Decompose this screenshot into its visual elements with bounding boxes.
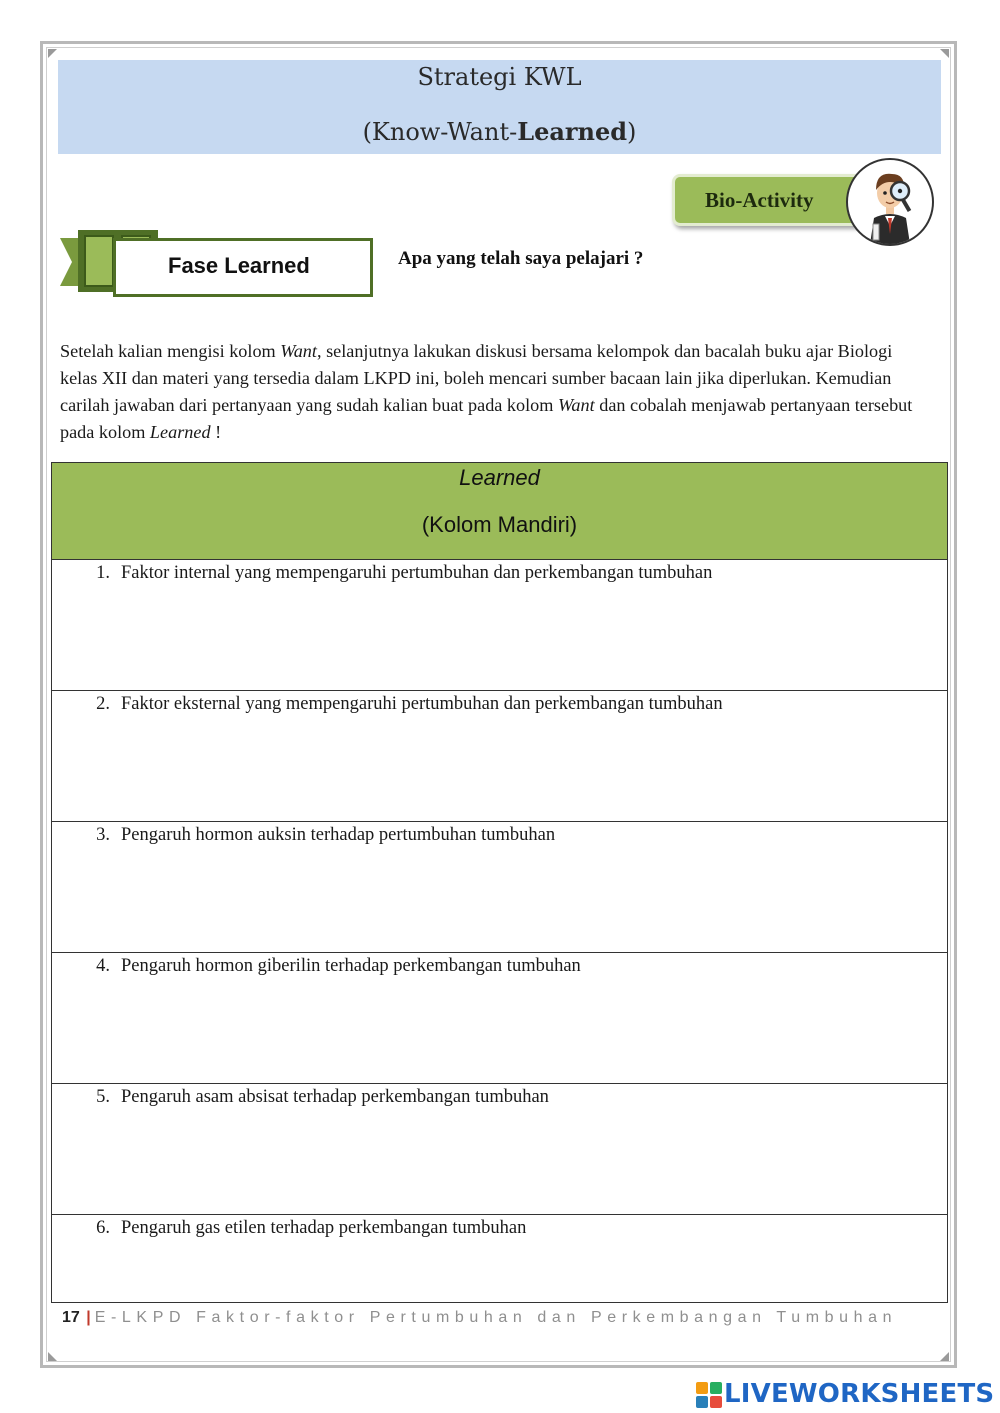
row-prompt: Faktor eksternal yang mempengaruhi pertumbuhan dan perkembangan tumbuhan <box>121 694 723 714</box>
intro-part-3: dan cobalah menjawab pertanyaan tersebut pada kolom <box>60 395 913 442</box>
row-prompt: Pengaruh gas etilen terhadap perkembangan tumbuhan <box>121 1218 527 1238</box>
page-title: Strategi KWL <box>417 63 582 91</box>
row-prompt: Pengaruh hormon giberilin terhadap perkembangan tumbuhan <box>121 956 581 976</box>
table-row[interactable] <box>52 1215 947 1303</box>
corner-ornament-bottom-right <box>940 1352 949 1361</box>
row-prompt: Pengaruh asam absisat terhadap perkembangan tumbuhan <box>121 1087 549 1107</box>
learned-table-header <box>52 463 947 560</box>
subtitle-bold: Learned <box>517 117 628 146</box>
row-number: 2. <box>96 694 110 714</box>
corner-ornament-top-right <box>940 49 949 58</box>
row-prompt: Pengaruh hormon auksin terhadap pertumbuhan tumbuhan <box>121 825 556 845</box>
row-number: 3. <box>96 825 110 845</box>
bio-activity-label: Bio-Activity <box>705 188 814 212</box>
footer-separator: | <box>86 1309 91 1326</box>
row-number: 5. <box>96 1087 110 1107</box>
table-row[interactable] <box>52 1084 947 1215</box>
title-band <box>58 60 941 154</box>
subtitle-prefix: (Know-Want- <box>362 118 518 146</box>
liveworksheets-logo-icon <box>696 1382 722 1408</box>
learned-table <box>51 462 948 1303</box>
page-footer <box>62 1309 897 1327</box>
intro-want-2: Want <box>557 395 595 415</box>
bio-activity-badge <box>672 174 862 226</box>
intro-part-1: Setelah kalian mengisi kolom <box>60 341 281 361</box>
table-header-subtitle: (Kolom Mandiri) <box>421 512 578 537</box>
intro-want-1: Want <box>280 341 317 361</box>
footer-text: E-LKPD Faktor-faktor Pertumbuhan dan Perkembangan Tumbuhan <box>94 1309 898 1326</box>
phase-question: Apa yang telah saya pelajari ? <box>398 248 644 269</box>
table-header-title: Learned <box>459 465 540 490</box>
table-row[interactable] <box>52 691 947 822</box>
row-prompt: Faktor internal yang mempengaruhi pertumbuhan dan perkembangan tumbuhan <box>121 563 713 583</box>
page-subtitle <box>58 117 941 146</box>
corner-ornament-bottom-left <box>48 1352 57 1361</box>
intro-paragraph <box>60 338 930 446</box>
phase-label-box <box>113 238 373 297</box>
table-row[interactable] <box>52 822 947 953</box>
intro-part-4: ! <box>210 422 222 442</box>
corner-ornament-top-left <box>48 49 57 58</box>
phase-label: Fase Learned <box>168 253 310 278</box>
table-row[interactable] <box>52 953 947 1084</box>
row-number: 6. <box>96 1218 110 1238</box>
page-number: 17 <box>62 1309 80 1326</box>
intro-part-2: , selanjutnya lakukan diskusi bersama kelompok dan bacalah buku ajar Biologi kelas XII dan materi yang tersedia dalam LKPD ini, boleh mencari sumber bacaan lain jika diperlukan. Kemudian carilah jawaban dari pertanyaan yang sudah kalian buat pada kolom <box>60 341 893 415</box>
row-number: 1. <box>96 563 110 583</box>
watermark-text: LIVEWORKSHEETS <box>724 1379 995 1409</box>
detective-with-magnifier-icon <box>846 158 934 246</box>
subtitle-suffix: ) <box>627 118 637 146</box>
table-row[interactable] <box>52 560 947 691</box>
intro-learned: Learned <box>149 422 211 442</box>
row-number: 4. <box>96 956 110 976</box>
